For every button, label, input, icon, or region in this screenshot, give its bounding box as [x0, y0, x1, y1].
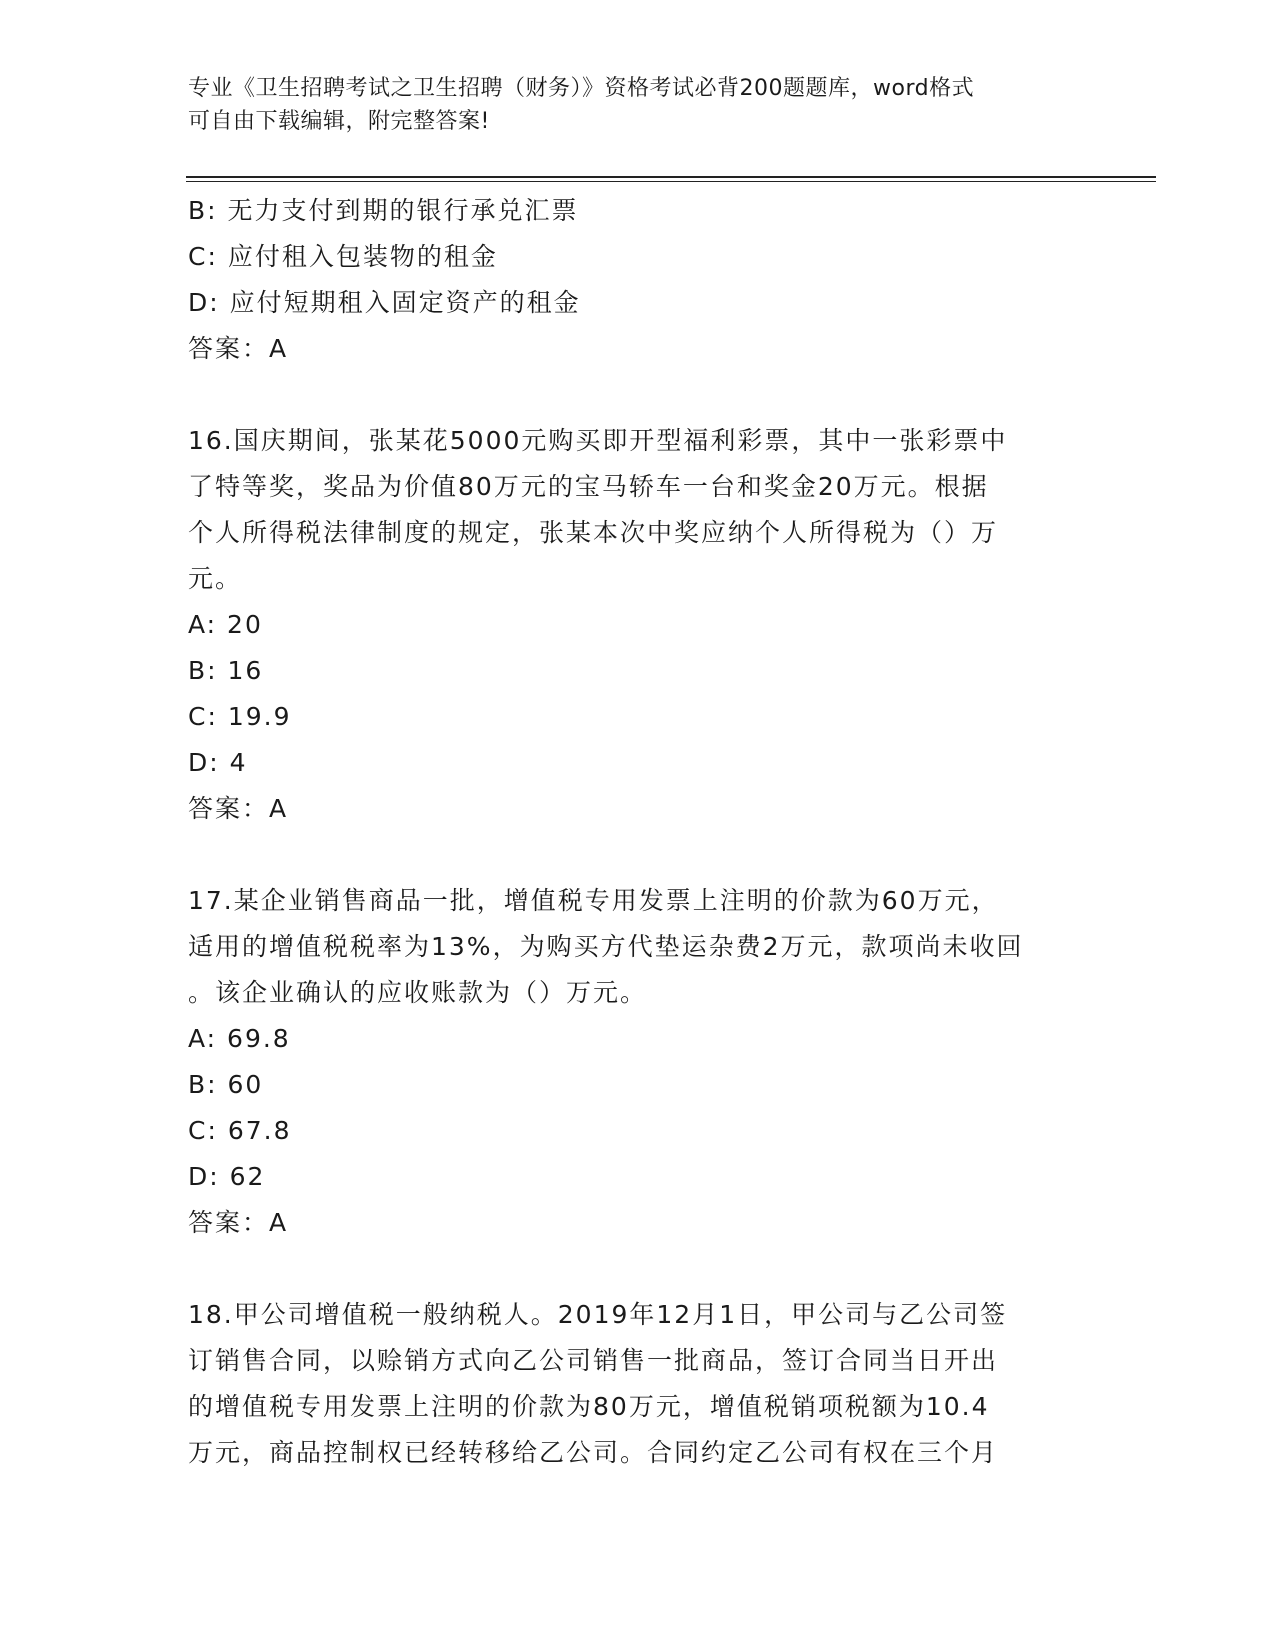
q17-stem-line-3: 。该企业确认的应收账款为（）万元。 — [188, 978, 648, 1007]
q17-option-c: C: 67.8 — [188, 1116, 292, 1145]
q16-option-a: A: 20 — [188, 610, 263, 639]
question-16 — [188, 418, 1088, 832]
q18-stem-line-4: 万元，商品控制权已经转移给乙公司。合同约定乙公司有权在三个月 — [188, 1438, 999, 1467]
header-divider-thick — [186, 176, 1156, 178]
q15-option-c: C: 应付租入包装物的租金 — [188, 242, 498, 271]
q16-stem-line-3: 个人所得税法律制度的规定，张某本次中奖应纳个人所得税为（）万 — [188, 518, 999, 547]
q17-stem-line-2: 适用的增值税税率为13%，为购买方代垫运杂费2万元，款项尚未收回 — [188, 932, 1024, 961]
q16-stem-line-2: 了特等奖，奖品为价值80万元的宝马轿车一台和奖金20万元。根据 — [188, 472, 989, 501]
q15-option-b: B: 无力支付到期的银行承兑汇票 — [188, 196, 579, 225]
q15-option-d: D: 应付短期租入固定资产的租金 — [188, 288, 581, 317]
q15-answer: 答案：A — [188, 334, 289, 363]
q18-stem-line-3: 的增值税专用发票上注明的价款为80万元，增值税销项税额为10.4 — [188, 1392, 990, 1421]
q17-answer: 答案：A — [188, 1208, 289, 1237]
q16-option-c: C: 19.9 — [188, 702, 292, 731]
q16-stem-line-1: 16.国庆期间，张某花5000元购买即开型福利彩票，其中一张彩票中 — [188, 426, 1008, 455]
q16-option-d: D: 4 — [188, 748, 248, 777]
question-15-tail — [188, 188, 1088, 372]
q17-option-b: B: 60 — [188, 1070, 264, 1099]
q18-stem-line-1: 18.甲公司增值税一般纳税人。2019年12月1日，甲公司与乙公司签 — [188, 1300, 1008, 1329]
q17-stem-line-1: 17.某企业销售商品一批，增值税专用发票上注明的价款为60万元， — [188, 886, 999, 915]
header-divider-thin — [186, 181, 1156, 182]
question-18 — [188, 1292, 1088, 1476]
q16-stem-line-4: 元。 — [188, 564, 243, 593]
spacer — [188, 832, 1088, 878]
spacer — [188, 1246, 1088, 1292]
q17-option-d: D: 62 — [188, 1162, 266, 1191]
q17-option-a: A: 69.8 — [188, 1024, 291, 1053]
document-header — [188, 72, 1068, 138]
q16-answer: 答案：A — [188, 794, 289, 823]
document-body — [188, 188, 1088, 1476]
spacer — [188, 372, 1088, 418]
q16-option-b: B: 16 — [188, 656, 264, 685]
header-title-line-1: 专业《卫生招聘考试之卫生招聘（财务）》资格考试必背200题题库，word格式 — [188, 76, 975, 101]
question-17 — [188, 878, 1088, 1246]
header-title-line-2: 可自由下载编辑，附完整答案! — [188, 109, 490, 134]
q18-stem-line-2: 订销售合同，以赊销方式向乙公司销售一批商品，签订合同当日开出 — [188, 1346, 999, 1375]
